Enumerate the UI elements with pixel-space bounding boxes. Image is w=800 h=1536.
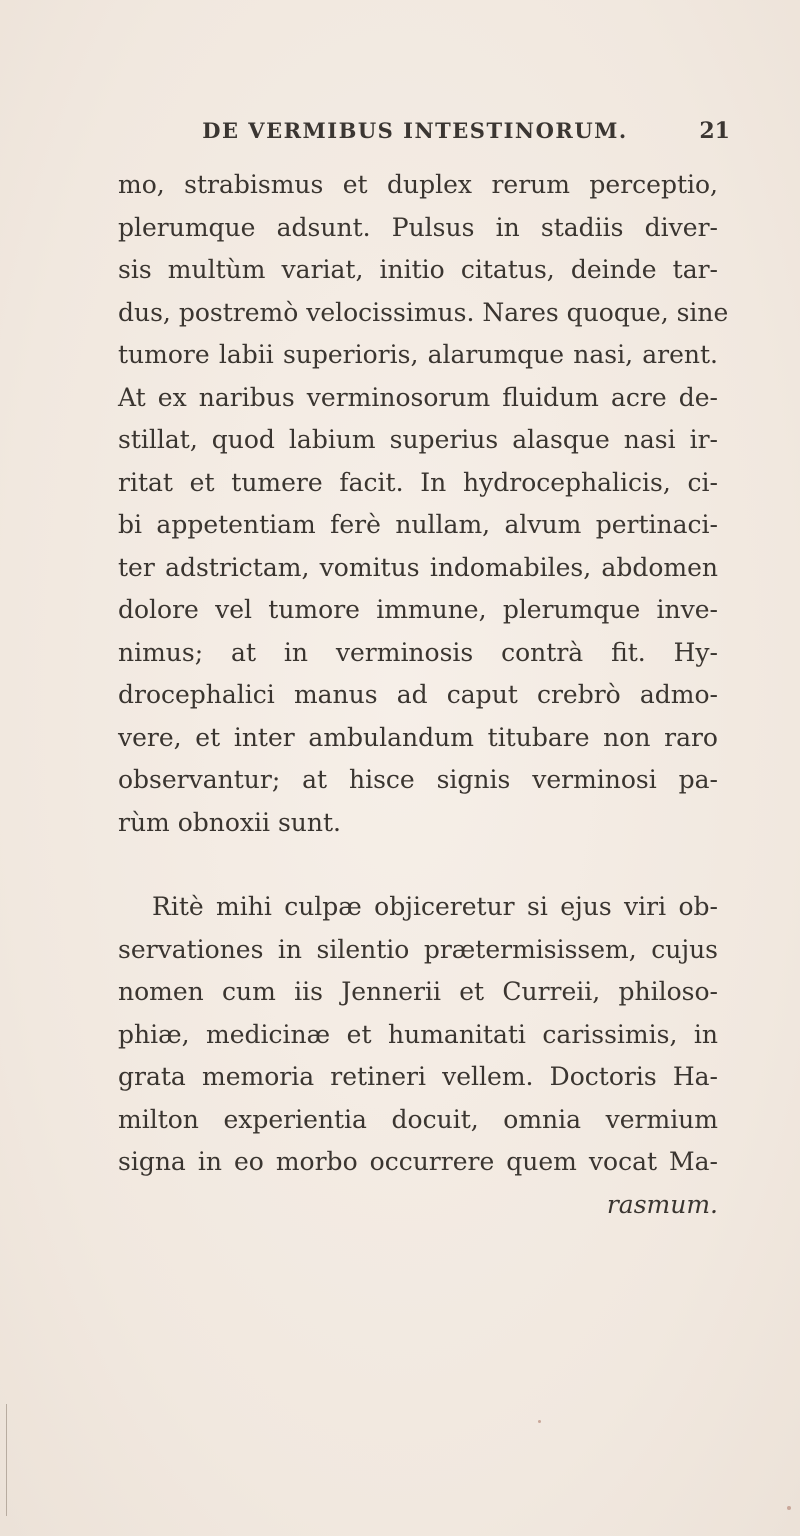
- text-line: phiæ, medicinæ et humanitati carissimis, in: [118, 1019, 718, 1049]
- margin-rule: [6, 1404, 7, 1516]
- text-line: ritat et tumere facit. In hydrocephalicis, ci-: [118, 467, 718, 497]
- running-head: [100, 112, 730, 152]
- text-line: nimus; at in verminosis contrà fit. Hy-: [118, 637, 718, 667]
- text-line: sis multùm variat, initio citatus, deinde tar-: [118, 255, 718, 284]
- text-line: stillat, quod labium superius alasque nasi ir-: [118, 425, 718, 454]
- text-line: grata memoria retineri vellem. Doctoris Ha-: [118, 1062, 718, 1091]
- text-line: Ritè mihi culpæ objiceretur si ejus viri ob-: [152, 892, 718, 921]
- paper-speck: [787, 1506, 791, 1510]
- body-text: [118, 164, 729, 1226]
- text-line: tumore labii superioris, alarumque nasi, arent.: [118, 340, 718, 369]
- page-number: 21: [699, 118, 730, 144]
- running-title: DE VERMIBUS INTESTINORUM.: [202, 118, 628, 143]
- text-line: observantur; at hisce signis verminosi pa-: [118, 765, 718, 794]
- text-line: dus, postremò velocissimus. Nares quoque, sine: [118, 297, 729, 327]
- text-line: milton experientia docuit, omnia vermium: [118, 1104, 718, 1134]
- text-line: vere, et inter ambulandum titubare non raro: [118, 722, 718, 752]
- text-line: dolore vel tumore immune, plerumque inve-: [118, 595, 718, 624]
- text-line: mo, strabismus et duplex rerum perceptio,: [118, 170, 718, 199]
- text-line: servationes in silentio prætermisissem, cujus: [118, 934, 718, 964]
- catchword: rasmum.: [606, 1189, 718, 1219]
- text-line: bi appetentiam ferè nullam, alvum pertinaci-: [118, 510, 718, 539]
- text-line: ter adstrictam, vomitus indomabiles, abdomen: [118, 552, 718, 582]
- text-line: At ex naribus verminosorum fluidum acre de-: [118, 382, 718, 412]
- text-line: rùm obnoxii sunt.: [118, 807, 341, 837]
- paragraph-gap: [118, 844, 718, 886]
- text-line: drocephalici manus ad caput crebrò admo-: [118, 680, 718, 709]
- text-line: plerumque adsunt. Pulsus in stadiis diver-: [118, 212, 718, 242]
- text-line: signa in eo morbo occurrere quem vocat Ma-: [118, 1147, 718, 1176]
- text-line: nomen cum iis Jennerii et Curreii, philoso-: [118, 977, 718, 1006]
- paper-speck: [538, 1420, 541, 1423]
